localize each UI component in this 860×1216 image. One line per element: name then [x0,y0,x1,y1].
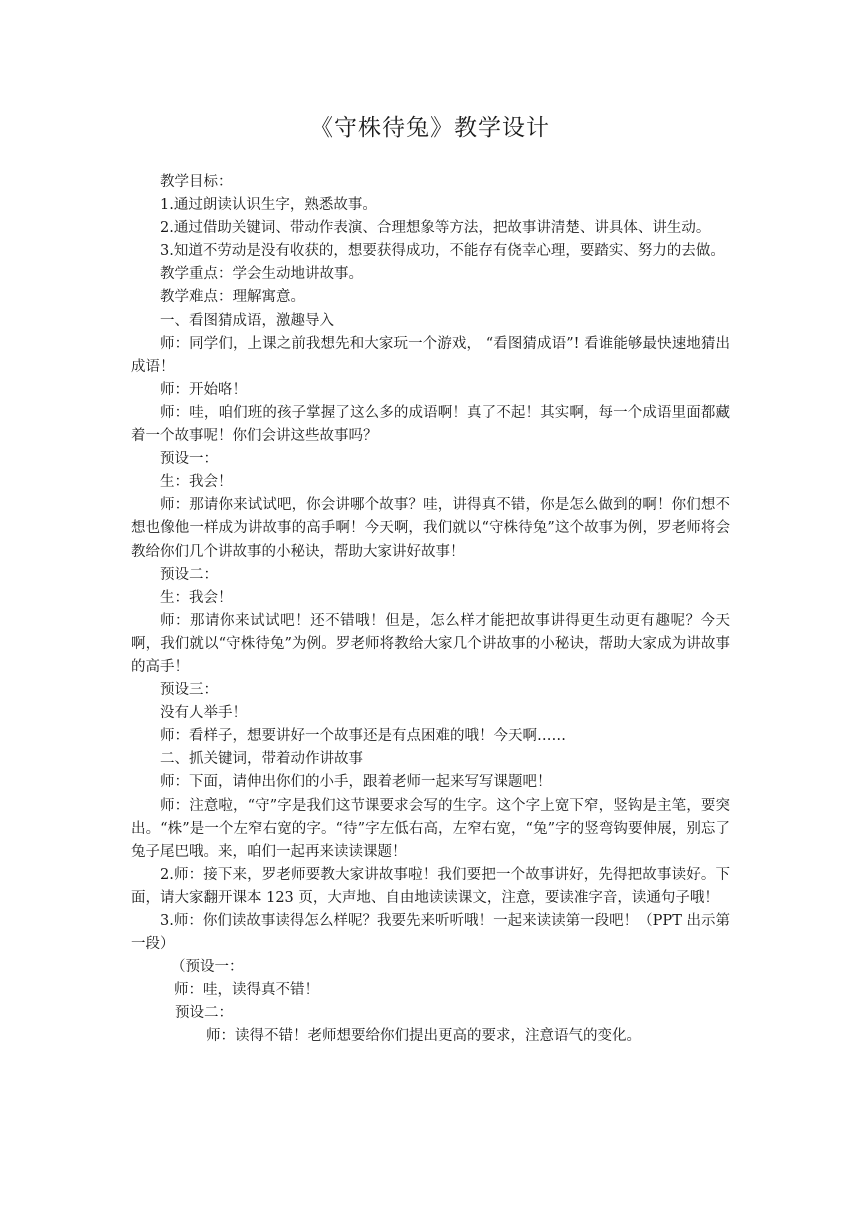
preset-label: 预设二： [175,1005,233,1022]
paragraph-objective-1: 1.通过朗读认识生字，熟悉故事。 [160,197,377,214]
paragraph-objectives-heading: 教学目标： [160,174,233,190]
preset-label: （预设一： [171,959,244,976]
paragraph: 师：哇，读得真不错！ [174,982,319,999]
paragraph: 没有人举手！ [160,705,247,722]
paragraph: 师：那请你来试试吧，你会讲哪个故事？哇，讲得真不错，你是怎么做到的啊！你们想不想也像他一样成为讲故事的高手啊！今天啊，我们就以“守株待兔”这个故事为例，罗老师将会教给你们几个讲故事的小秘诀，帮助大家讲好故事！ [131,497,730,560]
paragraph-difficulty: 教学难点：理解寓意。 [160,289,305,306]
paragraph: 生：我会！ [160,589,233,606]
paragraph: 师：哇，咱们班的孩子掌握了这么多的成语啊！真了不起！其实啊，每一个成语里面都藏着一个故事呢！你们会讲这些故事吗？ [131,404,730,445]
paragraph: 师：那请你来试试吧！还不错哦！但是，怎么样才能把故事讲得更生动更有趣呢？今天啊，我们就以“守株待兔”为例。罗老师将教给大家几个讲故事的小秘诀，帮助大家成为讲故事的高手！ [131,612,730,675]
document-title: 《守株待兔》教学设计 [310,115,550,141]
paragraph: 3.师：你们读故事读得怎么样呢？我要先来听听哦！一起来读读第一段吧！（PPT 出示第一段） [131,913,730,953]
preset-label: 预设三： [160,682,218,699]
paragraph: 生：我会！ [160,474,233,491]
paragraph-objective-2: 2.通过借助关键词、带动作表演、合理想象等方法，把故事讲清楚、讲具体、讲生动。 [160,220,711,237]
paragraph: 师：注意啦，“守”字是我们这节课要求会写的生字。这个字上宽下窄，竖钩是主笔，要突出。“株”是一个左窄右宽的字。“待”字左低右高，左窄右宽，“兔”字的竖弯钩要伸展，别忘了兔子尾巴哦。来，咱们一起再来读读课题！ [131,797,730,860]
document-body [131,171,730,1049]
paragraph: 2.师：接下来，罗老师要教大家讲故事啦！我们要把一个故事讲好，先得把故事读好。下面，请大家翻开课本 123 页，大声地、自由地读读课文，注意，要读准字音，读通句子哦！ [131,866,730,906]
paragraph: 师：同学们，上课之前我想先和大家玩一个游戏， “看图猜成语”! 看谁能够最快速地猜出成语！ [131,335,730,375]
preset-label: 预设二： [160,566,218,583]
section-heading-2: 二、抓关键词，带着动作讲故事 [160,751,363,768]
preset-label: 预设一： [160,451,218,468]
paragraph-objective-3: 3.知道不劳动是没有收获的，想要获得成功，不能存有侥幸心理，要踏实、努力的去做。 [160,243,725,260]
paragraph: 师：下面，请伸出你们的小手，跟着老师一起来写写课题吧！ [160,774,552,791]
paragraph: 师：开始咯！ [160,381,247,398]
section-heading-1: 一、看图猜成语，激趣导入 [160,312,334,329]
paragraph: 师：看样子，想要讲好一个故事还是有点困难的哦！今天啊…… [160,728,566,745]
paragraph-key-point: 教学重点：学会生动地讲故事。 [160,266,363,283]
paragraph: 师：读得不错！老师想要给你们提出更高的要求，注意语气的变化。 [206,1028,641,1045]
